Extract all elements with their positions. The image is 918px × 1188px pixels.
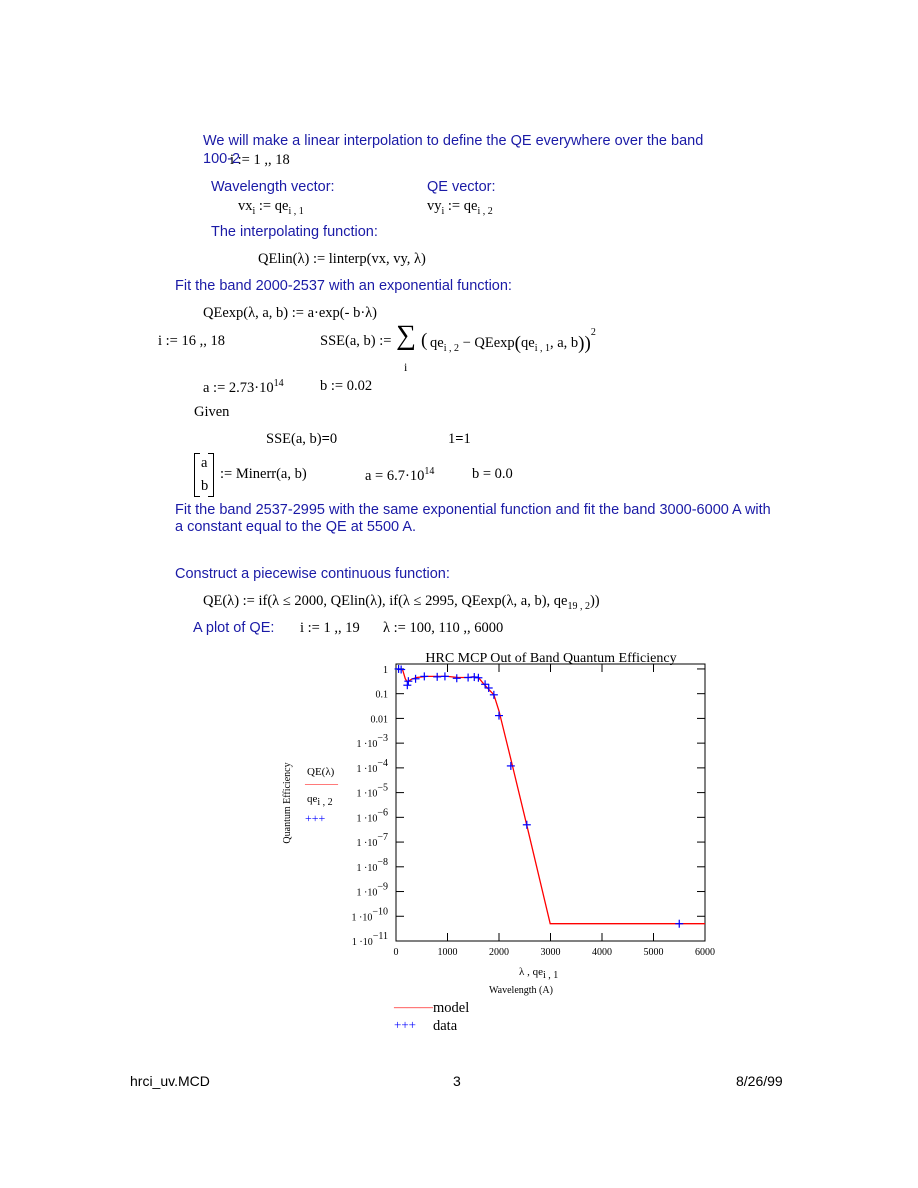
y-tick-label: 1 ·10−8 — [356, 856, 388, 874]
data-point-marker — [464, 674, 472, 682]
sse-body: $qe_{i , 2} - QEexp(qe_{i , 1}$, a, b))$^2$ — [430, 327, 596, 354]
plot-frame — [396, 664, 705, 941]
plot-label: A plot of QE: — [193, 620, 275, 636]
vector-element-a: a — [201, 455, 208, 471]
interp-label: The interpolating function: — [211, 224, 378, 240]
summation-index: i — [404, 360, 408, 374]
vx-definition[interactable]: $vx_i$ := $qe_{i , 1}$ — [238, 198, 304, 217]
x-axis-label: Wavelength (A) — [489, 985, 553, 996]
data-point-marker — [523, 821, 531, 829]
data-point-marker — [495, 712, 503, 720]
y-expr-data[interactable]: $qe_{i , 2}$ — [307, 793, 333, 809]
fit2-text-line2: a constant equal to the QE at 5500 A. — [175, 519, 417, 535]
fit1-label: Fit the band 2000-2537 with an exponential function: — [175, 278, 512, 294]
x-tick-label: 0 — [393, 947, 399, 958]
y-tick-label: 1 ·10−4 — [356, 757, 388, 775]
qeexp-definition[interactable]: QEexp(λ, a, b) := a·exp(- b·λ) — [203, 305, 378, 321]
x-expr[interactable]: λ , $qe_{i , 1}$ — [519, 966, 559, 982]
wavelength-vector-label: Wavelength vector: — [211, 179, 335, 195]
minerr-definition[interactable]: := Minerr(a, b) — [220, 466, 307, 482]
legend-data-label: data — [433, 1018, 458, 1034]
data-point-marker — [453, 674, 461, 682]
legend-data-marker: +++ — [394, 1017, 416, 1032]
x-tick-label: 5000 — [643, 947, 664, 958]
series-model-line — [401, 669, 705, 924]
given-keyword: Given — [194, 404, 230, 420]
constraint-sse[interactable]: SSE(a, b)=0 — [266, 431, 338, 447]
y-expr-qe[interactable]: QE(λ) — [307, 766, 335, 778]
data-point-marker — [412, 675, 420, 683]
legend-model-label: model — [433, 1000, 470, 1016]
data-point-marker — [395, 665, 403, 673]
data-point-marker — [441, 672, 449, 680]
y-tick-label: 1 ·10−10 — [351, 906, 388, 924]
y-tick-label: 1 ·10−11 — [351, 931, 388, 948]
vector-bracket-left — [194, 453, 200, 497]
qe-piecewise-definition[interactable]: QE(λ) := if(λ ≤ 2000, QElin(λ), if(λ ≤ 2995, QEexp(λ, a, b), $qe_{19 , 2}$)) — [203, 593, 600, 612]
data-point-marker — [420, 672, 428, 680]
b-initial-guess[interactable]: b := 0.02 — [320, 378, 373, 394]
qe-vector-label: QE vector: — [427, 179, 496, 195]
y-tick-label: 0.1 — [375, 689, 388, 701]
y-tick-label: 1 ·10−9 — [356, 881, 388, 899]
data-point-marker — [507, 762, 515, 770]
y-tick-label: 1 ·10−5 — [356, 782, 388, 800]
data-point-marker — [433, 673, 441, 681]
data-point-marker — [474, 674, 482, 682]
vector-bracket-right — [208, 453, 214, 497]
vector-element-b: b — [201, 478, 209, 494]
summation-symbol: ∑ — [396, 320, 416, 351]
x-tick-label: 2000 — [489, 947, 509, 958]
qelin-definition[interactable]: QElin(λ) := linterp(vx, vy, λ) — [258, 251, 426, 267]
data-point-marker — [490, 691, 498, 699]
a-initial-guess[interactable]: a := $2.73\cdot 10^{14}$ — [203, 378, 284, 396]
intro-text-line2: 100-2 — [203, 151, 241, 167]
y-tick-label: 1 ·10−3 — [356, 733, 388, 751]
y-tick-label: 0.01 — [370, 714, 388, 726]
y-axis-label: Quantum Efficiency — [282, 762, 293, 844]
x-tick-label: 1000 — [437, 947, 458, 958]
y-expr-qe-marker: ——— — [305, 778, 338, 790]
data-point-marker — [485, 684, 493, 692]
sse-definition[interactable]: SSE(a, b) := — [320, 333, 392, 349]
a-result[interactable]: $a = 6.7\cdot 10^{14}$ — [365, 466, 435, 484]
x-tick-label: 6000 — [695, 947, 715, 958]
data-point-marker — [404, 677, 412, 685]
data-point-marker — [403, 681, 411, 689]
x-tick-label: 4000 — [592, 947, 612, 958]
i-range-definition-2[interactable]: i := 16 ,, 18 — [158, 333, 225, 349]
y-tick-label: 1 — [383, 664, 388, 676]
chart-title: HRC MCP Out of Band Quantum Efficiency — [425, 651, 677, 666]
data-point-marker — [675, 920, 683, 928]
footer-page-number: 3 — [453, 1073, 461, 1089]
b-result[interactable]: b = 0.0 — [472, 466, 513, 482]
y-tick-label: 1 ·10−7 — [356, 832, 388, 850]
x-tick-label: 3000 — [540, 947, 561, 958]
sse-paren-open: ( — [421, 330, 428, 351]
y-tick-label: 1 ·10−6 — [356, 807, 388, 825]
legend-model-marker: ——— — [394, 999, 433, 1014]
i-range-definition-3[interactable]: i := 1 ,, 19 — [300, 620, 360, 636]
lambda-range-definition[interactable]: λ := 100, 110 ,, 6000 — [383, 620, 504, 636]
data-point-marker — [481, 680, 489, 688]
data-point-marker — [470, 673, 478, 681]
data-point-marker — [397, 665, 405, 673]
i-range-definition-1[interactable]: i := 1 ,, 18 — [230, 152, 290, 168]
constraint-identity[interactable]: 1=1 — [448, 431, 471, 447]
intro-text-line1: We will make a linear interpolation to define the QE everywhere over the band — [203, 133, 704, 149]
fit2-text-line1: Fit the band 2537-2995 with the same exponential function and fit the band 3000-6000 A with — [175, 502, 771, 518]
piecewise-label: Construct a piecewise continuous function: — [175, 566, 450, 582]
vy-definition[interactable]: $vy_i$ := $qe_{i , 2}$ — [427, 198, 493, 217]
footer-date: 8/26/99 — [736, 1073, 783, 1089]
footer-filename: hrci_uv.MCD — [130, 1073, 210, 1089]
y-expr-data-marker: +++ — [305, 811, 326, 825]
